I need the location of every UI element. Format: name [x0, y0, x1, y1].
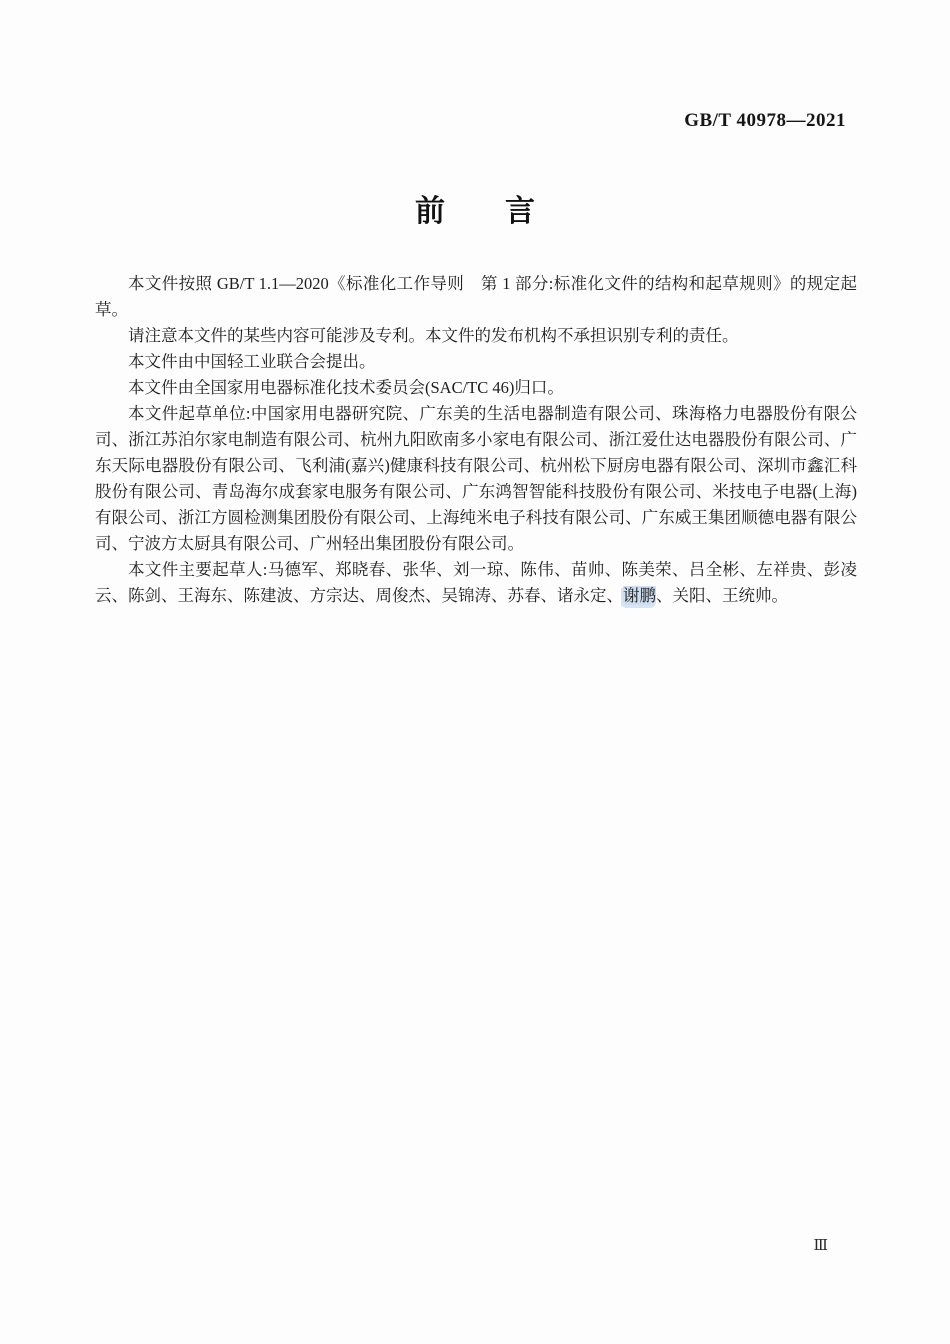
- highlighted-name: 谢鹏: [623, 586, 656, 605]
- drafters-text-before: 本文件主要起草人:马德军、郑晓春、张华、刘一琼、陈伟、苗帅、陈美荣、吕全彬、左祥贵、彭凌云、陈剑、王海东、陈建波、方宗达、周俊杰、吴锦涛、苏春、诸永定、: [95, 560, 857, 605]
- paragraph-drafting-basis: 本文件按照 GB/T 1.1—2020《标准化工作导则 第 1 部分:标准化文件的结构和起草规则》的规定起草。: [95, 274, 857, 319]
- drafters-text-after: 、关阳、王统帅。: [656, 586, 788, 605]
- paragraph-drafters: [95, 557, 857, 609]
- paragraph-patent-notice: 请注意本文件的某些内容可能涉及专利。本文件的发布机构不承担识别专利的责任。: [128, 326, 739, 345]
- paragraph-proposer: 本文件由中国轻工业联合会提出。: [128, 352, 376, 371]
- standard-code: GB/T 40978—2021: [684, 110, 846, 131]
- foreword-body: [95, 271, 857, 609]
- page-title: 前 言: [415, 195, 535, 228]
- paragraph-drafting-units: 本文件起草单位:中国家用电器研究院、广东美的生活电器制造有限公司、珠海格力电器股份有限公司、浙江苏泊尔家电制造有限公司、杭州九阳欧南多小家电有限公司、浙江爱仕达电器股份有限公司、广东天际电器股份有限公司、飞利浦(嘉兴)健康科技有限公司、杭州松下厨房电器有限公司、深圳市鑫汇科股份有限公司、青岛海尔成套家电服务有限公司、广东鸿智智能科技股份有限公司、米技电子电器(上海)有限公司、浙江方圆检测集团股份有限公司、上海纯米电子科技有限公司、广东威王集团顺德电器有限公司、宁波方太厨具有限公司、广州轻出集团股份有限公司。: [95, 404, 857, 553]
- paragraph-committee: 本文件由全国家用电器标准化技术委员会(SAC/TC 46)归口。: [128, 378, 564, 397]
- page-number: Ⅲ: [813, 1236, 828, 1254]
